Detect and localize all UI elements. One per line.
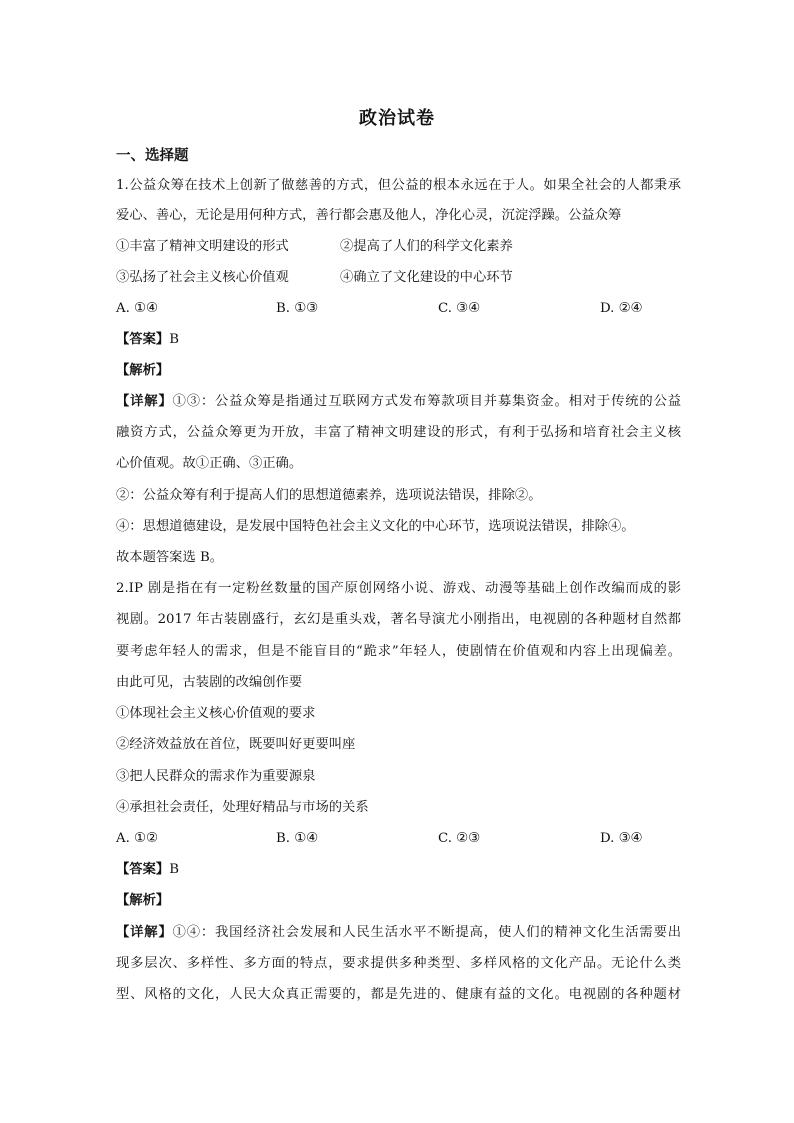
section-heading: 一、选择题 [116, 147, 189, 164]
detail-tag: 【详解】 [116, 925, 173, 940]
answer-value: B [169, 862, 179, 877]
q1-choice-b: B. ①③ [276, 301, 319, 316]
answer-value: B [169, 332, 179, 347]
detail-tag: 【详解】 [116, 394, 173, 409]
detail-text: ①③：公益众筹是指通过互联网方式发布筹款项目并募集资金。相对于传统的公益 [172, 394, 682, 409]
q2-statement-1: ①体现社会主义核心价值观的要求 [116, 706, 316, 721]
q2-stem-line: 2.IP 剧是指在有一定粉丝数量的国产原创网络小说、游戏、动漫等基础上创作改编而成的影 [116, 581, 681, 596]
q2-stem-line: 要考虑年轻人的需求，但是不能盲目的“跪求”年轻人，使剧情在价值观和内容上出现偏差。 [116, 644, 681, 659]
q2-stem-line: 视剧。2017 年古装剧盛行，玄幻是重头戏，著名导演尤小刚指出，电视剧的各种题材自然都 [116, 612, 681, 627]
page-title: 政治试卷 [359, 108, 435, 129]
q2-stem-line: 由此可见，古装剧的改编创作要 [116, 675, 303, 690]
answer-tag: 【答案】 [116, 332, 170, 347]
q1-detail-line [116, 392, 681, 412]
q1-detail-line: 心价值观。故①正确、③正确。 [116, 456, 303, 471]
q2-detail-line: 型、风格的文化，人民大众真正需要的，都是先进的、健康有益的文化。电视剧的各种题材 [116, 987, 681, 1002]
q1-detail-line: 融资方式，公益众筹更为开放，丰富了精神文明建设的形式，有利于弘扬和培育社会主义核 [116, 425, 681, 440]
q1-statement-1: ①丰富了精神文明建设的形式 [116, 239, 289, 254]
q2-choice-d: D. ③④ [600, 831, 643, 846]
q2-statement-4: ④承担社会责任，处理好精品与市场的关系 [116, 800, 369, 815]
q2-detail-line: 现多层次、多样性、多方面的特点，要求提供多种类型、多样风格的文化产品。无论什么类 [116, 956, 681, 971]
answer-tag: 【答案】 [116, 862, 170, 877]
analysis-tag: 【解析】 [116, 893, 170, 908]
q1-statement-4: ④确立了文化建设的中心环节 [340, 270, 513, 285]
q1-stem-line: 爱心、善心，无论是用何种方式，善行都会惠及他人，净化心灵，沉淀浮躁。公益众筹 [116, 208, 622, 223]
q2-statement-3: ③把人民群众的需求作为重要源泉 [116, 769, 316, 784]
q1-stem-line: 1.公益众筹在技术上创新了做慈善的方式，但公益的根本永远在于人。如果全社会的人都秉承 [116, 178, 681, 193]
q2-choice-a: A. ①② [116, 831, 158, 846]
q1-choice-a: A. ①④ [116, 301, 158, 316]
q1-analysis-tag [116, 361, 169, 381]
q1-answer [116, 330, 179, 350]
q2-statement-2: ②经济效益放在首位，既要叫好更要叫座 [116, 737, 356, 752]
q1-statement-2: ②提高了人们的科学文化素养 [340, 239, 513, 254]
q2-choice-b: B. ①④ [276, 831, 319, 846]
q2-analysis-tag [116, 891, 169, 911]
q2-detail-line [116, 923, 681, 943]
q1-choice-c: C. ③④ [438, 301, 480, 316]
q2-choice-c: C. ②③ [438, 831, 480, 846]
detail-text: ①④：我国经济社会发展和人民生活水平不断提高，使人们的精神文化生活需要出 [172, 925, 682, 940]
q2-answer [116, 860, 179, 880]
q1-detail-line: 故本题答案选 B。 [116, 550, 224, 565]
q1-detail-line: ②：公益众筹有利于提高人们的思想道德素养，选项说法错误，排除②。 [116, 488, 542, 503]
q1-detail-line: ④：思想道德建设，是发展中国特色社会主义文化的中心环节，选项说法错误，排除④。 [116, 519, 635, 534]
q1-statement-3: ③弘扬了社会主义核心价值观 [116, 270, 289, 285]
q1-choice-d: D. ②④ [600, 301, 643, 316]
analysis-tag: 【解析】 [116, 363, 170, 378]
